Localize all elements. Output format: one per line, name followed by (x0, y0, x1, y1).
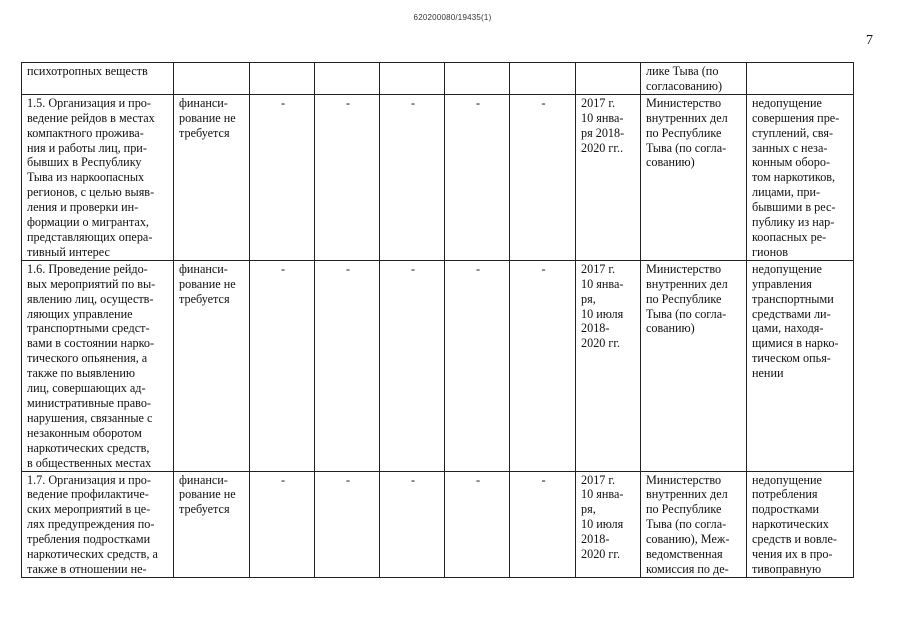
executor-cell-line: Тыва (по согла- (646, 517, 727, 532)
result-cell (747, 260, 854, 471)
amount-cell: - (445, 94, 510, 260)
funding-cell-line: требуется (179, 125, 230, 140)
activity-cell-line: Тыва из наркоопасных (27, 170, 145, 185)
result-cell-line: бывшими в рес- (752, 200, 836, 215)
funding-cell-line: рование не (179, 276, 236, 291)
table-row (22, 94, 854, 260)
timing-cell-line: 2017 г. (581, 95, 616, 110)
funding-cell (174, 63, 250, 95)
timing-cell-line: ря, (581, 502, 596, 517)
activity-cell-line: транспортными средст- (27, 321, 150, 336)
result-cell-line: занных с неза- (752, 140, 828, 155)
activity-cell-line: представляющих опера- (27, 229, 153, 244)
activity-cell-line: 1.6. Проведение рейдо- (27, 261, 148, 276)
result-cell (747, 94, 854, 260)
amount-cell: - (315, 260, 380, 471)
activity-cell-line: ления и проверки ин- (27, 200, 139, 215)
table-row (22, 471, 854, 577)
activity-cell-line: наркотических средств, (27, 440, 150, 455)
timing-cell (576, 260, 641, 471)
amount-cell (250, 63, 315, 95)
result-cell (747, 471, 854, 577)
executor-cell-line: Тыва (по согла- (646, 140, 727, 155)
timing-cell-line: 2020 гг. (581, 336, 621, 351)
timing-cell-line: 10 июля (581, 306, 624, 321)
result-cell-line: тическом опья- (752, 351, 831, 366)
amount-cell: - (445, 471, 510, 577)
timing-cell-line: 2017 г. (581, 261, 616, 276)
activity-cell-line: компактного прожива- (27, 125, 144, 140)
activity-cell-line: незаконным оборотом (27, 425, 142, 440)
amount-cell: - (250, 260, 315, 471)
timing-cell-line: 10 янва- (581, 276, 624, 291)
executor-cell (641, 260, 747, 471)
executor-cell-line: согласованию) (646, 78, 723, 93)
timing-cell-line: 10 янва- (581, 487, 624, 502)
funding-cell-line: финанси- (179, 95, 228, 110)
activity-cell-line: ведение профилактиче- (27, 487, 149, 502)
activity-cell-line: лях предупреждения по- (27, 517, 155, 532)
executor-cell-line: внутренних дел (646, 276, 728, 291)
table-row-continuation (22, 63, 854, 95)
timing-cell (576, 94, 641, 260)
executor-cell-line: ведомственная (646, 547, 723, 562)
amount-cell: - (510, 471, 576, 577)
activity-cell-line: тического опьянения, а (27, 351, 148, 366)
amount-cell (315, 63, 380, 95)
executor-cell-line: Тыва (по согла- (646, 306, 727, 321)
funding-cell-line: требуется (179, 291, 230, 306)
funding-cell-line: финанси- (179, 472, 228, 487)
amount-cell: - (315, 94, 380, 260)
result-cell-line: совершения пре- (752, 110, 840, 125)
activity-cell-line: 1.7. Организация и про- (27, 472, 151, 487)
activity-cell (22, 471, 174, 577)
amount-cell: - (380, 260, 445, 471)
result-cell-line: коопасных ре- (752, 229, 827, 244)
activity-cell-line: вых мероприятий по вы- (27, 276, 156, 291)
activity-cell-line: наркотических средств, а (27, 547, 158, 562)
result-cell-line: том наркотиков, (752, 170, 836, 185)
amount-cell: - (380, 94, 445, 260)
table-row (22, 260, 854, 471)
funding-cell-line: финанси- (179, 261, 228, 276)
executor-cell-line: сованию) (646, 155, 695, 170)
result-cell-line: транспортными (752, 291, 834, 306)
executor-cell-line: Министерство (646, 261, 722, 276)
executor-cell-line: сованию) (646, 321, 695, 336)
activity-cell (22, 94, 174, 260)
executor-cell-line: внутренних дел (646, 110, 728, 125)
activity-cell-line: в общественных местах (27, 455, 152, 470)
result-cell-line: лицами, при- (752, 185, 821, 200)
activity-cell-line: бывших в Республику (27, 155, 142, 170)
measures-table (21, 62, 854, 578)
activity-cell (22, 260, 174, 471)
amount-cell (445, 63, 510, 95)
executor-cell (641, 63, 747, 95)
executor-cell-line: лике Тыва (по (646, 64, 719, 78)
funding-cell-line: требуется (179, 502, 230, 517)
activity-cell-line: министративные право- (27, 395, 151, 410)
amount-cell: - (380, 471, 445, 577)
activity-cell-line: ния и работы лиц, при- (27, 140, 147, 155)
activity-cell-line: формации о мигрантах, (27, 215, 149, 230)
activity-cell-line: 1.5. Организация и про- (27, 95, 151, 110)
result-cell-line: недопущение (752, 472, 822, 487)
activity-cell-line: также в отношении не- (27, 561, 147, 576)
activity-cell-line: требления подростками (27, 532, 151, 547)
executor-cell-line: по Республике (646, 291, 722, 306)
result-cell-line: недопущение (752, 261, 822, 276)
amount-cell: - (250, 471, 315, 577)
activity-cell-line: нарушения, связанные с (27, 410, 153, 425)
executor-cell-line: Министерство (646, 95, 722, 110)
result-cell-line: щимися в нарко- (752, 336, 839, 351)
amount-cell (380, 63, 445, 95)
result-cell-line: публику из нар- (752, 215, 835, 230)
amount-cell: - (250, 94, 315, 260)
executor-cell-line: комиссия по де- (646, 561, 729, 576)
amount-cell: - (510, 260, 576, 471)
timing-cell-line: 10 июля (581, 517, 624, 532)
executor-cell-line: внутренних дел (646, 487, 728, 502)
executor-cell-line: Министерство (646, 472, 722, 487)
result-cell-line: ступлений, свя- (752, 125, 834, 140)
timing-cell-line: 2020 гг.. (581, 140, 624, 155)
result-cell-line: цами, находя- (752, 321, 824, 336)
activity-cell-line: явлению лиц, осуществ- (27, 291, 154, 306)
result-cell-line: подростками (752, 502, 820, 517)
funding-cell (174, 471, 250, 577)
executor-cell (641, 94, 747, 260)
activity-cell-line: тивный интерес (27, 244, 110, 259)
result-cell-line: средствами ли- (752, 306, 831, 321)
activity-cell-line: ских мероприятий в це- (27, 502, 151, 517)
timing-cell-line: 2018- (581, 321, 610, 336)
result-cell-line: недопущение (752, 95, 822, 110)
amount-cell: - (510, 94, 576, 260)
result-cell-line: средств и вовле- (752, 532, 837, 547)
result-cell-line: нении (752, 366, 784, 381)
result-cell-line: управления (752, 276, 812, 291)
timing-cell-line: ря, (581, 291, 596, 306)
result-cell-line: тивоправную (752, 561, 822, 576)
activity-cell-line: вами в состоянии нарко- (27, 336, 155, 351)
result-cell (747, 63, 854, 95)
funding-cell (174, 260, 250, 471)
amount-cell: - (445, 260, 510, 471)
activity-cell-line: лиц, совершающих ад- (27, 381, 146, 396)
result-cell-line: конным оборо- (752, 155, 831, 170)
timing-cell-line: 2020 гг. (581, 547, 621, 562)
executor-cell-line: сованию), Меж- (646, 532, 730, 547)
amount-cell: - (315, 471, 380, 577)
funding-cell-line: рование не (179, 110, 236, 125)
timing-cell-line: 2018- (581, 532, 610, 547)
timing-cell-line: ря 2018- (581, 125, 625, 140)
result-cell-line: гионов (752, 244, 788, 259)
page-number: 7 (866, 33, 873, 48)
executor-cell-line: по Республике (646, 125, 722, 140)
funding-cell (174, 94, 250, 260)
activity-cell-line: психотропных веществ (27, 64, 148, 78)
funding-cell-line: рование не (179, 487, 236, 502)
activity-cell-line: также по выявлению (27, 366, 135, 381)
activity-cell-line: ляющих управление (27, 306, 133, 321)
executor-cell (641, 471, 747, 577)
activity-cell-line: регионов, с целью выяв- (27, 185, 155, 200)
timing-cell-line: 2017 г. (581, 472, 616, 487)
amount-cell (510, 63, 576, 95)
timing-cell (576, 471, 641, 577)
activity-cell-line: ведение рейдов в местах (27, 110, 155, 125)
table-body (22, 63, 854, 578)
executor-cell-line: по Республике (646, 502, 722, 517)
timing-cell (576, 63, 641, 95)
result-cell-line: потребления (752, 487, 818, 502)
timing-cell-line: 10 янва- (581, 110, 624, 125)
result-cell-line: чения их в про- (752, 547, 833, 562)
activity-cell (22, 63, 174, 95)
document-id: 620200080/19435(1) (413, 13, 492, 22)
result-cell-line: наркотических (752, 517, 829, 532)
